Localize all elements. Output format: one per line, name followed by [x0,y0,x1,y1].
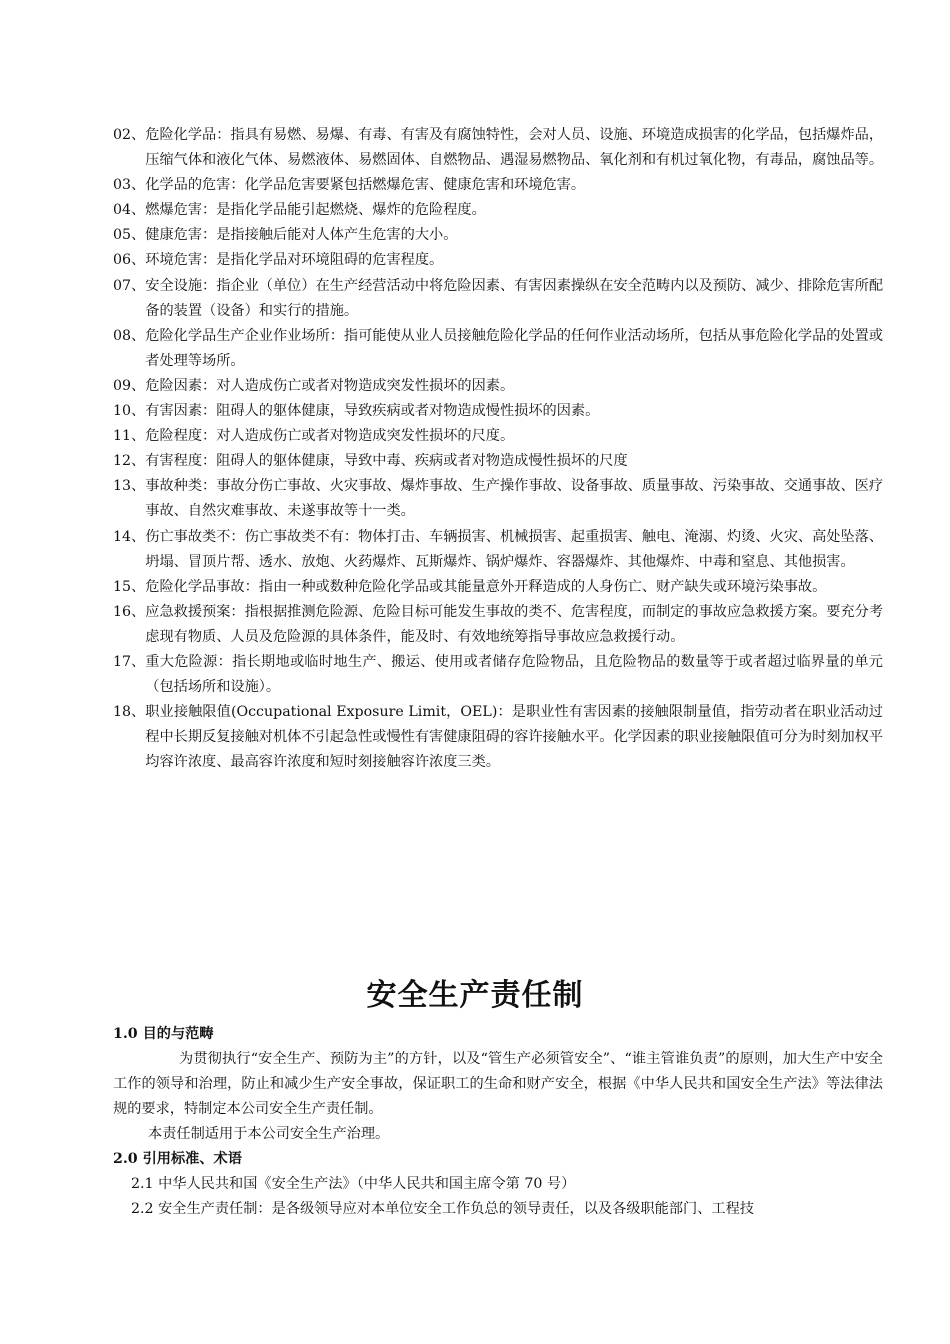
definition-item [113,700,883,775]
definition-item [113,374,883,399]
definition-text: 危险程度：对人造成伤亡或者对物造成突发性损坏的尺度。 [145,428,515,445]
definition-item [113,474,883,524]
definition-number: 05、 [113,227,146,244]
definition-text: 重大危险源：指长期地或临时地生产、搬运、使用或者储存危险物品，且危险物品的数量等于或者超过临界量的单元（包括场所和设施）。 [145,653,883,696]
definition-number: 12、 [113,453,146,470]
definition-item [113,600,883,650]
definition-text: 伤亡事故类不：伤亡事故类不有：物体打击、车辆损害、机械损害、起重损害、触电、淹溺、灼烫、火灾、高处坠落、坍塌、冒顶片帮、透水、放炮、火药爆炸、瓦斯爆炸、锅炉爆炸、容器爆炸、其他爆炸、中毒和窒息、其他损害。 [145,528,884,570]
definition-item [113,324,883,374]
definition-number: 02、 [113,127,146,143]
definition-number: 13、 [113,478,146,495]
definition-number: 11、 [113,428,146,445]
definition-text: 应急救援预案：指根据推测危险源、危险目标可能发生事故的类不、危害程度，而制定的事故应急救援方案。要充分考虑现有物质、人员及危险源的具体条件，能及时、有效地统筹指导事故应急救援行动。 [145,603,884,645]
definition-number: 09、 [113,377,146,394]
definition-item [113,399,883,424]
definition-text: 有害因素：阻碍人的躯体健康，导致疾病或者对物造成慢性损坏的因素。 [145,403,600,420]
definition-text: 安全设施：指企业（单位）在生产经营活动中将危险因素、有害因素操纵在安全范畴内以及预防、减少、排除危害所配备的装置（设备）和实行的措施。 [145,277,884,319]
definition-text: 化学品的危害：化学品危害要紧包括燃爆危害、健康危害和环境危害。 [145,177,586,194]
definition-number: 15、 [113,578,146,595]
section-heading: 2.0 引用标准、术语 [113,1151,242,1167]
definition-item [113,424,883,449]
paragraph: 为贯彻执行“安全生产、预防为主”的方针，以及“管生产必须管安全”、“谁主管谁负责”的原则，加大生产中安全工作的领导和治理，防止和减少生产安全事故，保证职工的生命和财产安全，根据《中华人民共和国安全生产法》等法律法规的要求，特制定本公司安全生产责任制。 [113,1051,883,1118]
definition-text: 危险化学品生产企业作业场所：指可能使从业人员接触危险化学品的任何作业活动场所，包括从事危险化学品的处置或者处理等场所。 [145,327,884,369]
definition-number: 10、 [113,403,146,420]
definition-number: 07、 [113,277,146,294]
definition-item [113,173,883,198]
definition-item [113,248,883,273]
section-heading: 1.0 目的与范畴 [113,1026,214,1042]
definition-text: 燃爆危害：是指化学品能引起燃烧、爆炸的危险程度。 [145,202,486,219]
definition-text: 健康危害：是指接触后能对人体产生危害的大小。 [145,227,458,244]
list-item: 2.2 安全生产责任制：是各级领导应对本单位安全工作负总的领导责任，以及各级职能部门、工程技 [131,1201,754,1218]
definition-number: 08、 [113,327,146,344]
definition-number: 06、 [113,252,146,269]
definition-item [113,650,883,700]
section-purpose-scope [113,1022,883,1147]
definition-number: 04、 [113,202,146,219]
definition-item [113,198,883,223]
definition-text: 环境危害：是指化学品对环境阻碍的危害程度。 [145,252,444,269]
definition-text: 事故种类：事故分伤亡事故、火灾事故、爆炸事故、生产操作事故、设备事故、质量事故、污染事故、交通事故、医疗事故、自然灾难事故、未遂事故等十一类。 [145,478,884,520]
list-item: 2.1 中华人民共和国《安全生产法》（中华人民共和国主席令第 70 号） [131,1176,576,1193]
definition-text: 危险化学品事故：指由一种或数种危险化学品或其能量意外开释造成的人身伤亡、财产缺失或环境污染事故。 [145,578,827,595]
definition-item [113,575,883,600]
definition-item [113,123,883,173]
paragraph: 本责任制适用于本公司安全生产治理。 [148,1126,390,1143]
document-title: 安全生产责任制 [366,978,584,1013]
definition-number: 17、 [113,653,146,670]
definition-text: 危险化学品：指具有易燃、易爆、有毒、有害及有腐蚀特性，会对人员、设施、环境造成损害的化学品，包括爆炸品，压缩气体和液化气体、易燃液体、易燃固体、自燃物品、遇湿易燃物品、氧化剂和有机过氧化物，有毒品，腐蚀品等。 [145,127,884,169]
definition-item [113,449,883,474]
section-standards-terms [113,1147,883,1222]
definition-text: 有害程度：阻碍人的躯体健康，导致中毒、疾病或者对物造成慢性损坏的尺度 [145,453,628,470]
definition-number: 14、 [113,528,146,545]
definition-item [113,274,883,324]
definitions-list [113,123,883,775]
definition-number: 03、 [113,177,146,194]
definition-text: 职业接触限值(Occupational Exposure Limit，OEL)：是职业性有害因素的接触限制量值，指劳动者在职业活动过程中长期反复接触对机体不引起急性或慢性有害健康阻碍的容许接触水平。化学因素的职业接触限值可分为时刻加权平均容许浓度、最高容许浓度和短时刻接触容许浓度三类。 [145,704,884,771]
definition-item [113,525,883,575]
definition-item [113,223,883,248]
definition-number: 16、 [113,603,146,620]
definition-text: 危险因素：对人造成伤亡或者对物造成突发性损坏的因素。 [145,377,515,394]
definition-number: 18、 [113,704,146,721]
